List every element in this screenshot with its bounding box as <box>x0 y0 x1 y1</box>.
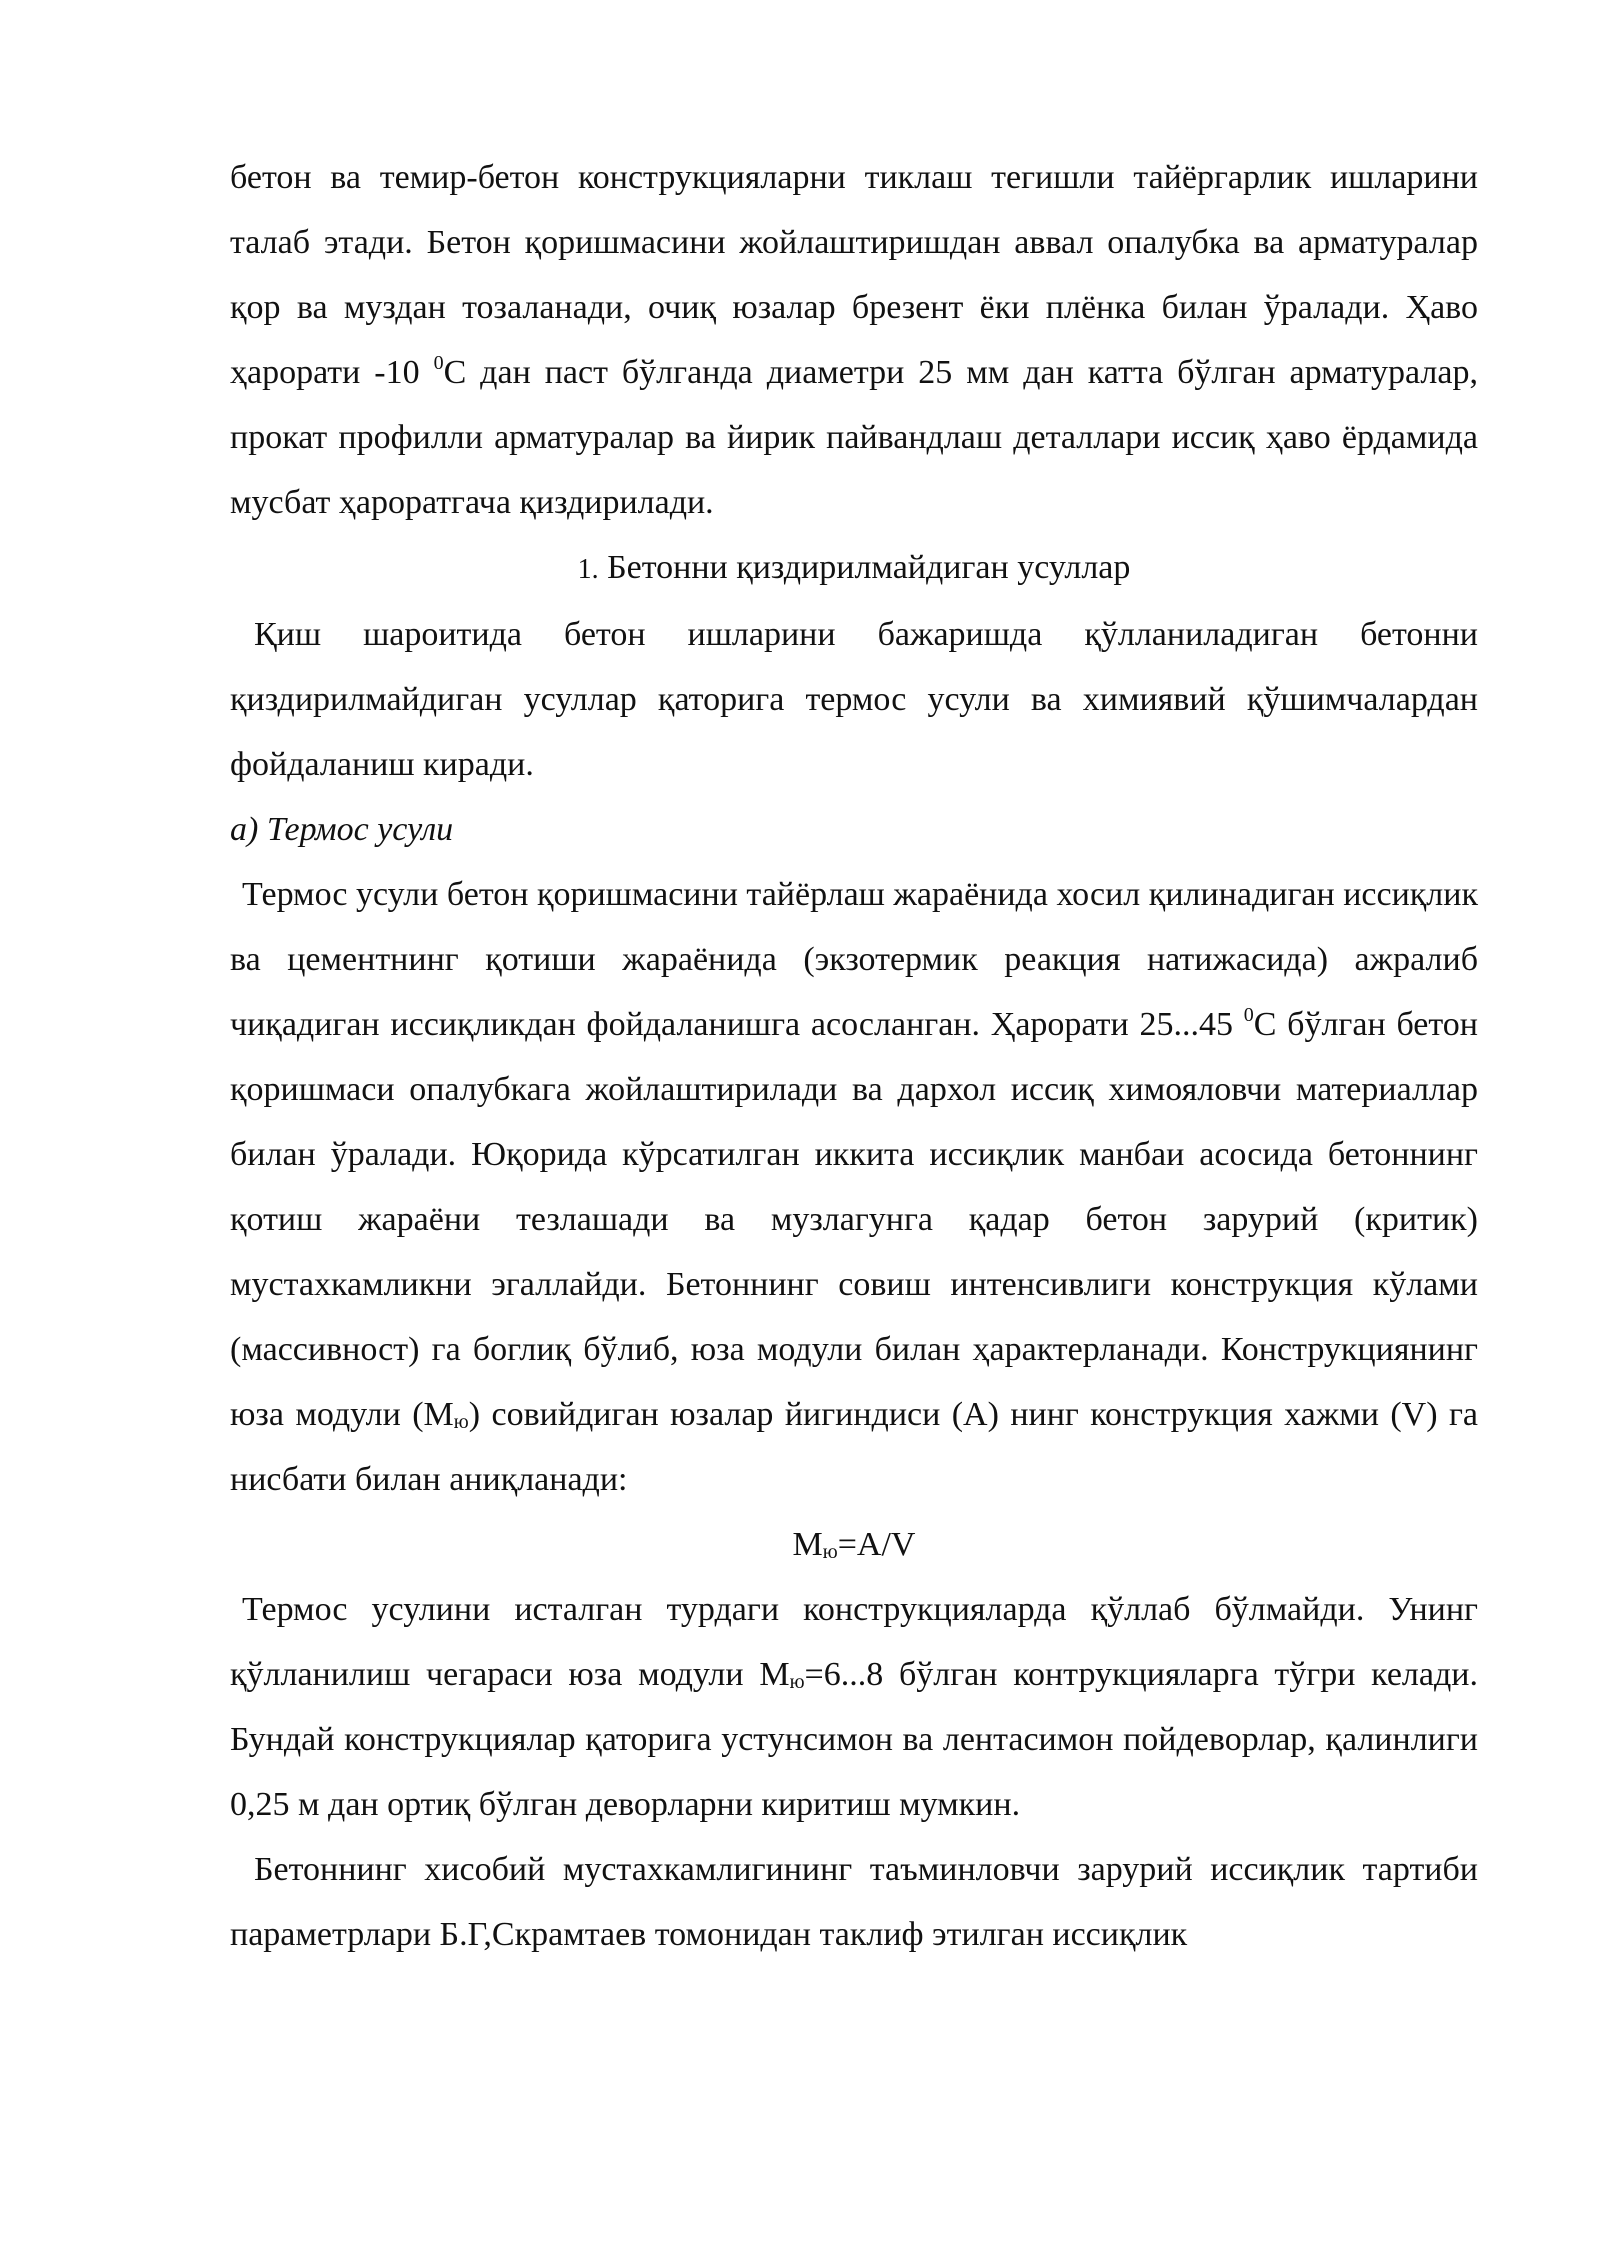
formula-rest: =A/V <box>837 1526 916 1563</box>
paragraph-intro <box>230 145 1478 535</box>
paragraph-intro-text-b: С дан паст бўлганда диаметри 25 мм дан катта бўлган арматуралар, прокат профилли арматуралар ва йирик пайвандлаш деталлари иссиқ ҳаво ёрдамида мусбат ҳароратгача қиздирилади. <box>230 354 1478 521</box>
subscript-yu: ю <box>789 1671 805 1693</box>
paragraph-thermal-regime: Бетоннинг хисобий мустахкамлигининг таъминловчи зарурий иссиқлик тартиби параметрлари Б.Г,Скрамтаев томонидан таклиф этилган иссиқлик <box>230 1851 1478 1953</box>
paragraph-thermos-text-b: С бўлган бетон қоришмаси опалубкага жойлаштирилади ва дархол иссиқ химояловчи материаллар билан ўралади. Юқорида кўрсатилган иккита иссиқлик манбаи асосида бетоннинг қотиш жараёни тезлашади ва музлагунга қадар бетон зарурий (критик) мустахкамликни эгаллайди. Бетоннинг совиш интенсивлиги конструкция кўлами (массивност) га боглиқ бўлиб, юза модули билан ҳарактерланади. Конструкциянинг юза модули (М <box>230 1006 1478 1433</box>
subheading-thermos: а) Термос усули <box>230 811 454 848</box>
subscript-yu: ю <box>453 1411 469 1433</box>
formula-base: М <box>792 1526 823 1563</box>
document-page <box>230 145 1478 1967</box>
paragraph-thermos-limits <box>230 1577 1478 1837</box>
formula-surface-modulus <box>230 1512 1478 1577</box>
section-heading <box>230 535 1478 602</box>
paragraph-limits-text-b: =6...8 бўлган контрукцияларга тўгри келади. Бундай конструкциялар қаторига устунсимон ва лентасимон пойдеворлар, қалинлиги 0,25 м дан ортиқ бўлган деворларни киритиш мумкин. <box>230 1656 1478 1823</box>
degree-superscript: 0 <box>1243 1004 1254 1026</box>
paragraph-thermos-text-a: Термос усули бетон қоришмасини тайёрлаш жараёнида хосил қилинадиган иссиқлик ва цементнинг қотиши жараёнида (экзотермик реакция натижасида) ажралиб чиқадиган иссиқликдан фойдаланишга асосланган. Ҳарорати 25...45 <box>230 876 1478 1043</box>
paragraph-thermos-text-c: ) совийдиган юзалар йигиндиси (А) нинг конструкция хажми (V) га нисбати билан аниқланади: <box>230 1396 1478 1498</box>
degree-superscript: 0 <box>433 352 444 374</box>
paragraph-thermos-method <box>230 862 1478 1512</box>
paragraph-winter-methods: Қиш шароитида бетон ишларини бажаришда қўлланиладиган бетонни қиздирилмайдиган усуллар қаторига термос усули ва химиявий қўшимчалардан фойдаланиш киради. <box>230 616 1478 783</box>
paragraph-limits-text-a: Термос усулини исталган турдаги конструкцияларда қўллаб бўлмайди. Унинг қўлланилиш чегараси юза модули М <box>230 1591 1478 1693</box>
formula-subscript: ю <box>822 1541 838 1563</box>
section-number: 1. <box>577 554 599 585</box>
section-title: Бетонни қиздирилмайдиган усуллар <box>607 549 1131 586</box>
paragraph-intro-text-a: бетон ва темир-бетон конструкцияларни тиклаш тегишли тайёргарлик ишларини талаб этади. Бетон қоришмасини жойлаштиришдан аввал опалубка ва арматуралар қор ва муздан тозаланади, очиқ юзалар брезент ёки плёнка билан ўралади. Ҳаво ҳарорати -10 <box>230 159 1478 391</box>
